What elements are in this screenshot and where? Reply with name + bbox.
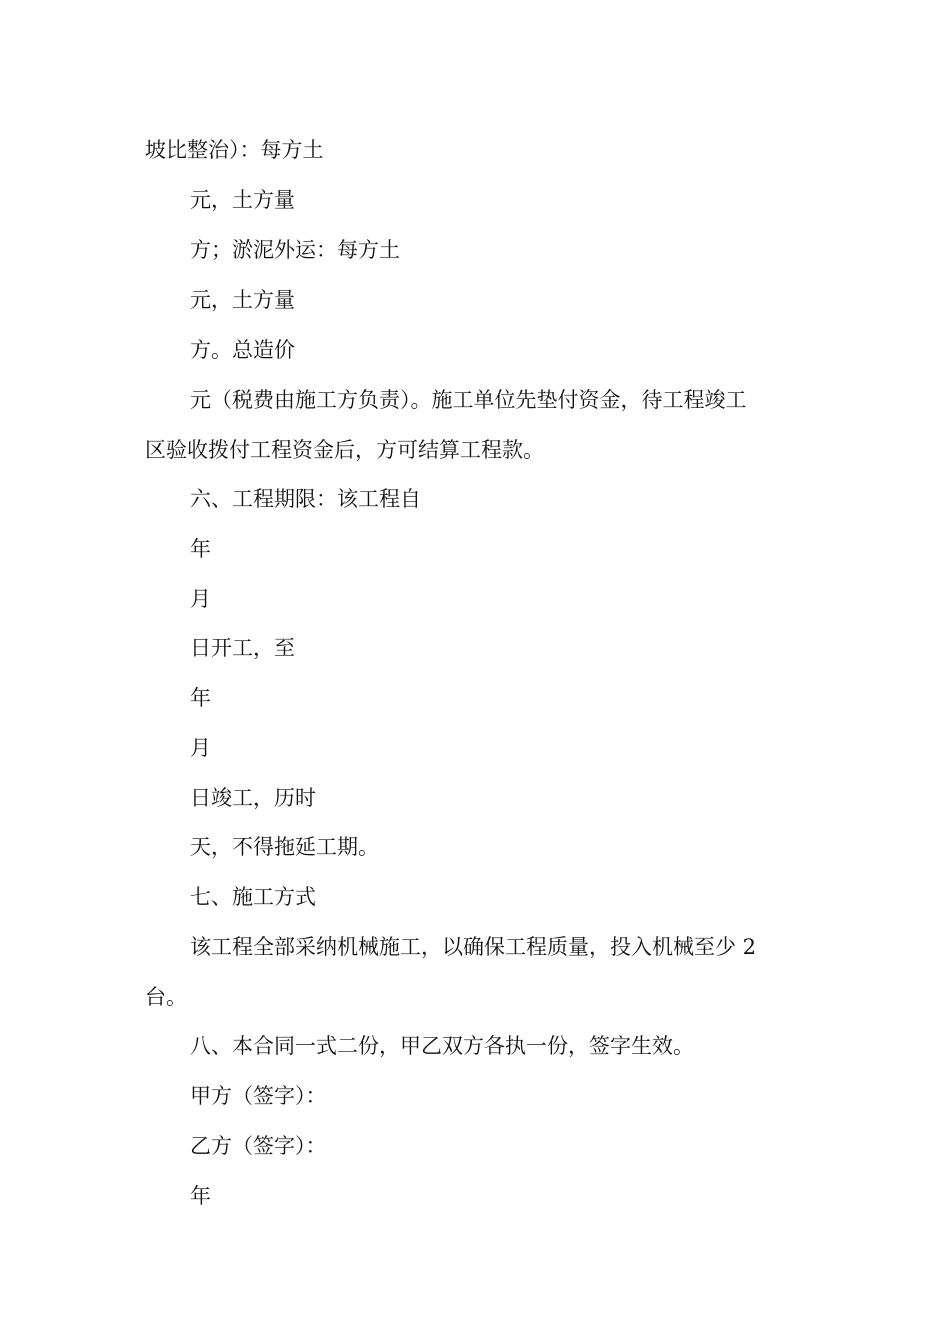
- text-line: 月: [190, 736, 211, 760]
- text-line: 乙方（签字）：: [190, 1134, 327, 1158]
- text-line: 区验收拨付工程资金后，方可结算工程款。: [145, 438, 544, 462]
- text-line: 八、本合同一式二份，甲乙双方各执一份，签字生效。: [190, 1034, 694, 1058]
- text-line: 年: [190, 686, 211, 710]
- text-line: 坡比整治）：每方土: [145, 138, 324, 162]
- text-line: 元，土方量: [190, 288, 295, 312]
- text-line: 元（税费由施工方负责）。施工单位先垫付资金，待工程竣工: [190, 388, 747, 412]
- text-line: 该工程全部采纳机械施工，以确保工程质量，投入机械至少 2: [190, 935, 757, 959]
- text-line: 元，土方量: [190, 188, 295, 212]
- text-line: 方。总造价: [190, 338, 295, 362]
- text-line: 年: [190, 1184, 211, 1208]
- text-line: 甲方（签字）：: [190, 1084, 327, 1108]
- text-line: 天，不得拖延工期。: [190, 835, 379, 859]
- text-line: 台。: [145, 985, 187, 1009]
- text-line: 七、施工方式: [190, 885, 316, 909]
- text-line: 年: [190, 537, 211, 561]
- text-line: 方；淤泥外运：每方土: [190, 238, 400, 262]
- text-line: 六、工程期限：该工程自: [190, 487, 421, 511]
- text-line: 日竣工，历时: [190, 786, 316, 810]
- text-line: 日开工，至: [190, 636, 295, 660]
- text-line: 月: [190, 587, 211, 611]
